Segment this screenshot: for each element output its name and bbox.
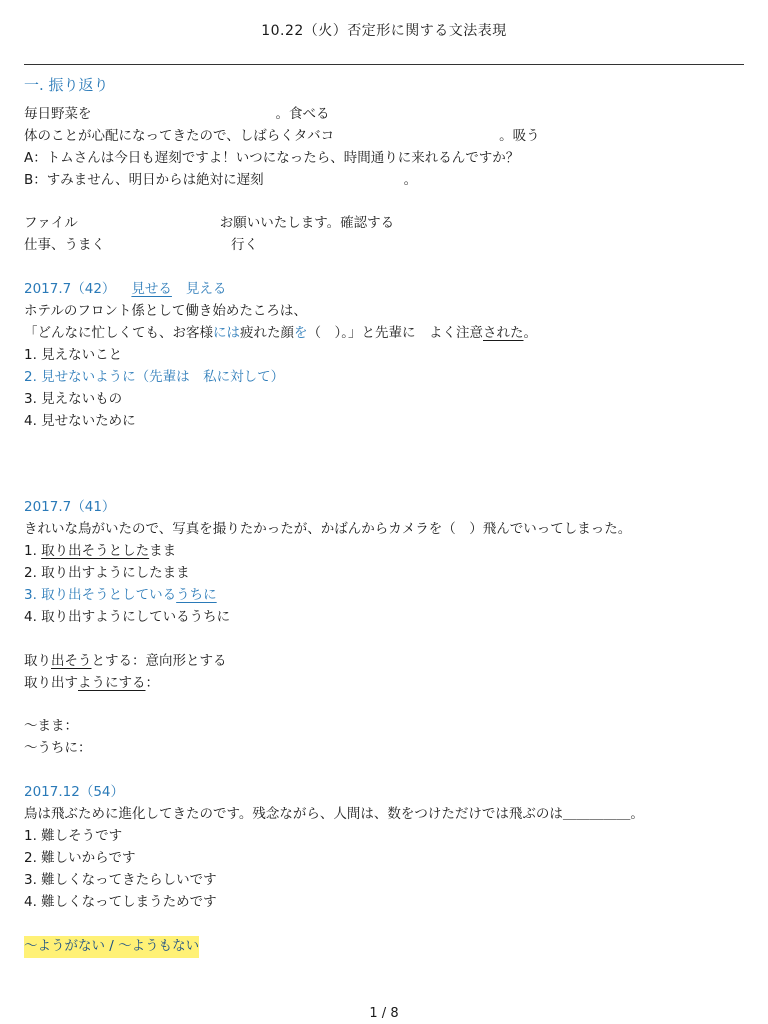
- review-line-2-verb: 。吸う: [499, 128, 540, 144]
- review-line-6: [24, 236, 258, 254]
- q2-o3-text: 3. 取り出そうとしている: [24, 587, 177, 603]
- q3-heading: 2017.12（54）: [24, 784, 125, 800]
- q1-keyword-miseru: 見せる: [131, 281, 172, 297]
- q2-option-2: 2. 取り出すようにしたまま: [24, 565, 190, 581]
- q2-note-3: ～まま：: [24, 718, 78, 734]
- q1-option-4: 4. 見せないために: [24, 413, 136, 429]
- q3-option-3: 3. 難しくなってきたらしいです: [24, 872, 217, 888]
- page-number: 1 / 8: [369, 1006, 399, 1021]
- q2-o1-end: まま: [149, 543, 177, 559]
- q2-option-3-answer: [24, 586, 217, 604]
- review-line-4: [24, 171, 417, 189]
- q2-n2-a: 取り出す: [24, 675, 78, 691]
- q1-s2-particle-wo: を: [294, 325, 308, 341]
- review-line-1-verb: 。食べる: [275, 106, 330, 122]
- review-line-5: [24, 214, 394, 232]
- q1-option-1: 1. 見えないこと: [24, 347, 123, 363]
- q1-keyword-mieru: 見える: [185, 281, 227, 297]
- review-line-6-verb: 行く: [231, 237, 258, 253]
- review-heading: 一. 振り返り: [24, 76, 109, 94]
- grammar-highlight: [24, 937, 199, 955]
- q3-sentence: 鳥は飛ぶために進化してきたのです。残念ながら、人間は、数をつけただけでは飛ぶのは＿＿＿＿＿。: [24, 806, 644, 822]
- review-line-1: [24, 105, 330, 123]
- q3-option-2: 2. 難しいからです: [24, 850, 136, 866]
- q1-s2-particle-niwa: には: [213, 325, 240, 341]
- q2-n1-a: 取り: [24, 653, 51, 669]
- q2-heading: 2017.7（41）: [24, 499, 116, 515]
- q2-n2-c: ：: [145, 675, 159, 691]
- q2-n1-c: とする：意向形とする: [91, 653, 227, 669]
- q2-sentence: きれいな鳥がいたので、写真を撮りたかったが、かばんからカメラを（ ）飛んでいってしまった。: [24, 521, 632, 537]
- review-line-2-prompt: 体のことが心配になってきたので、しばらくタバコ: [24, 128, 335, 144]
- grammar-pattern-text: ～ようがない / ～ようもない: [24, 936, 199, 958]
- q1-option-2-answer: 2. 見せないように（先輩は 私に対して）: [24, 369, 285, 385]
- page-title: 10.22（火）否定形に関する文法表現: [261, 23, 507, 39]
- review-line-5-verb: お願いいたします。確認する: [219, 215, 395, 231]
- review-line-4-prompt: B：すみません、明日からは絶対に遅刻: [24, 172, 264, 188]
- q1-sentence-1: ホテルのフロント係として働き始めたころは、: [24, 303, 307, 319]
- q1-s2-part-a: 「どんなに忙しくても、お客様: [24, 325, 213, 341]
- q2-option-4: 4. 取り出すようにしているうちに: [24, 609, 231, 625]
- review-line-6-prompt: 仕事、うまく: [24, 237, 105, 253]
- q1-heading: [24, 280, 226, 298]
- q1-source: 2017.7（42）: [24, 281, 116, 297]
- q1-s2-sareta: された: [483, 325, 524, 341]
- q2-o3-underlined: うちに: [176, 587, 217, 603]
- review-line-2: [24, 127, 540, 145]
- q3-option-1: 1. 難しそうです: [24, 828, 123, 844]
- q2-n1-underlined: 出そう: [51, 653, 92, 669]
- q2-note-1: [24, 652, 227, 670]
- q2-option-1: [24, 542, 176, 560]
- review-line-4-end: 。: [403, 172, 418, 188]
- q3-option-4: 4. 難しくなってしまうためです: [24, 894, 217, 910]
- q2-o1-num: 1.: [24, 543, 42, 559]
- q1-s2-end: 。: [523, 325, 537, 341]
- q1-s2-part-e: （ ）。」と先輩に よく注意: [307, 325, 483, 341]
- q2-n2-underlined: ようにする: [78, 675, 146, 691]
- q1-option-3: 3. 見えないもの: [24, 391, 123, 407]
- q2-o1-underlined: 取り出そうとした: [41, 543, 150, 559]
- review-line-5-prompt: ファイル: [24, 215, 78, 231]
- review-line-3: A：トムさんは今日も遅刻ですよ！いつになったら、時間通りに来れるんですか？: [24, 150, 520, 166]
- q2-note-4: ～うちに：: [24, 740, 92, 756]
- review-line-1-prompt: 毎日野菜を: [24, 106, 92, 122]
- q1-sentence-2: [24, 324, 537, 342]
- q1-s2-part-c: 疲れた顔: [240, 325, 294, 341]
- title-divider: [24, 64, 744, 65]
- q2-note-2: [24, 674, 159, 692]
